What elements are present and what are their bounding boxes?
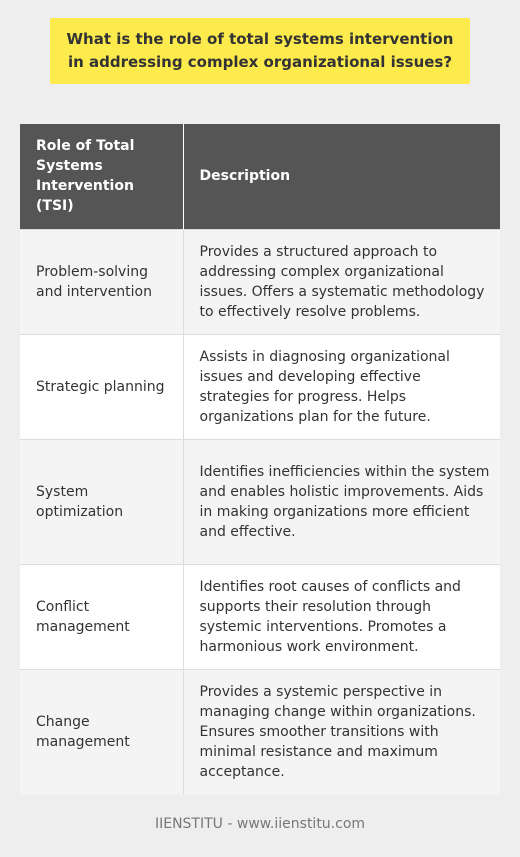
table-row xyxy=(20,669,500,795)
cell-description: Provides a structured approach to addressing complex organizational issues. Offers a systematic methodology to effectively resolve problems. xyxy=(183,229,500,334)
table-body xyxy=(20,229,500,795)
table-row xyxy=(20,229,500,334)
cell-description: Assists in diagnosing organizational issues and developing effective strategies for progress. Helps organizations plan for the future. xyxy=(183,334,500,439)
cell-role: Problem-solving and intervention xyxy=(20,229,183,334)
tsi-table-container xyxy=(20,124,500,795)
title-banner xyxy=(50,18,470,84)
header-description: Description xyxy=(183,124,500,229)
header-role: Role of Total Systems Intervention (TSI) xyxy=(20,124,183,229)
table-header xyxy=(20,124,500,229)
cell-role: System optimization xyxy=(20,439,183,564)
cell-role: Change management xyxy=(20,669,183,795)
table-row xyxy=(20,564,500,669)
cell-description: Identifies inefficiencies within the system and enables holistic improvements. Aids in making organizations more efficient and effective. xyxy=(183,439,500,564)
cell-description: Provides a systemic perspective in managing change within organizations. Ensures smoother transitions with minimal resistance and maximum acceptance. xyxy=(183,669,500,795)
cell-description: Identifies root causes of conflicts and supports their resolution through systemic interventions. Promotes a harmonious work environment. xyxy=(183,564,500,669)
footer-credit: IIENSTITU - www.iienstitu.com xyxy=(154,816,366,832)
table-row xyxy=(20,439,500,564)
table-row xyxy=(20,334,500,439)
page-title: What is the role of total systems intervention in addressing complex organizational issues? xyxy=(66,30,454,71)
header-row xyxy=(20,124,500,229)
cell-role: Conflict management xyxy=(20,564,183,669)
tsi-role-table xyxy=(20,124,500,795)
cell-role: Strategic planning xyxy=(20,334,183,439)
